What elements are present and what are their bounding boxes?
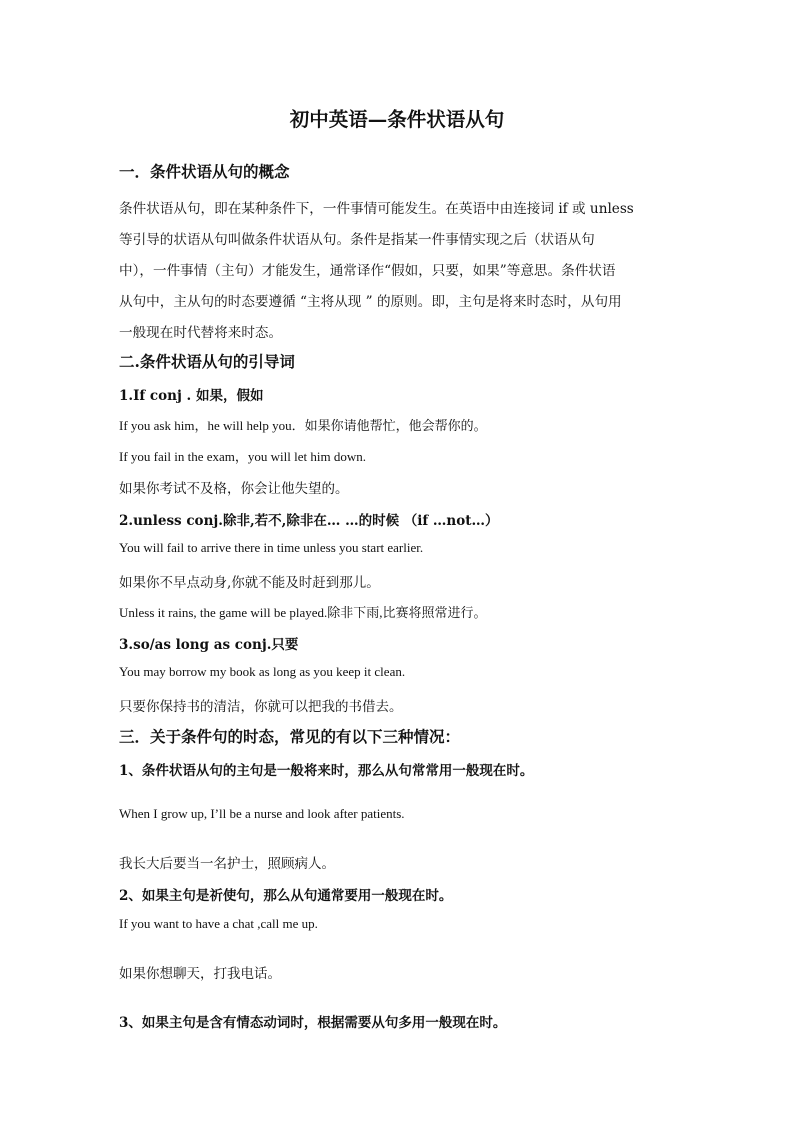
section-1-para-line: 从句中，主从句的时态要遵循 “主将从现 ” 的原则。即，主句是将来时态时，从句用 xyxy=(119,294,622,310)
section-1-para-line: 中），一件事情（主句）才能发生，通常译作“假如，只要，如果”等意思。条件状语 xyxy=(119,263,616,279)
case-2-example-zh: 如果你想聊天，打我电话。 xyxy=(119,966,281,982)
section-1-para-line: 等引导的状语从句叫做条件状语从句。条件是指某一件事情实现之后（状语从句 xyxy=(119,232,595,248)
subsection-as-long-as-heading: 3.so/as long as conj.只要 xyxy=(119,637,299,653)
case-3-heading: 3、如果主句是含有情态动词时，根据需要从句多用一般现在时。 xyxy=(119,1015,507,1031)
example-line: If you fail in the exam，you will let him down. xyxy=(119,449,366,464)
section-3-heading: 三．关于条件句的时态，常见的有以下三种情况： xyxy=(119,727,461,746)
section-1-heading: 一．条件状语从句的概念 xyxy=(119,162,290,181)
case-2-example-en: If you want to have a chat ,call me up. xyxy=(119,916,318,931)
example-line: 如果你考试不及格，你会让他失望的。 xyxy=(119,481,349,497)
case-1-example-zh: 我长大后要当一名护士，照顾病人。 xyxy=(119,856,335,872)
case-1-heading: 1、条件状语从句的主句是一般将来时，那么从句常常用一般现在时。 xyxy=(119,763,534,779)
example-line: 只要你保持书的清洁，你就可以把我的书借去。 xyxy=(119,699,403,715)
subsection-if-heading: 1.If conj . 如果，假如 xyxy=(119,388,264,404)
case-2-heading: 2、如果主句是祈使句，那么从句通常要用一般现在时。 xyxy=(119,888,453,904)
section-2-heading: 二.条件状语从句的引导词 xyxy=(119,352,295,371)
example-line: Unless it rains, the game will be played.除非下雨,比赛将照常进行。 xyxy=(119,605,487,620)
example-line: 如果你不早点动身,你就不能及时赶到那儿。 xyxy=(119,575,380,591)
page-title: 初中英语—条件状语从句 xyxy=(289,108,505,131)
section-1-para-line: 条件状语从句，即在某种条件下，一件事情可能发生。在英语中由连接词 if 或 unless xyxy=(119,201,634,217)
example-line: If you ask him，he will help you．如果你请他帮忙，他会帮你的。 xyxy=(119,418,487,433)
case-1-example-en: When I grow up, I’ll be a nurse and look after patients. xyxy=(119,806,405,821)
subsection-unless-heading: 2.unless conj.除非,若不,除非在… …的时候 （if …not…） xyxy=(119,513,499,529)
section-1-para-line: 一般现在时代替将来时态。 xyxy=(119,325,283,341)
example-line: You will fail to arrive there in time unless you start earlier. xyxy=(119,540,424,555)
example-line: You may borrow my book as long as you keep it clean. xyxy=(119,664,406,679)
